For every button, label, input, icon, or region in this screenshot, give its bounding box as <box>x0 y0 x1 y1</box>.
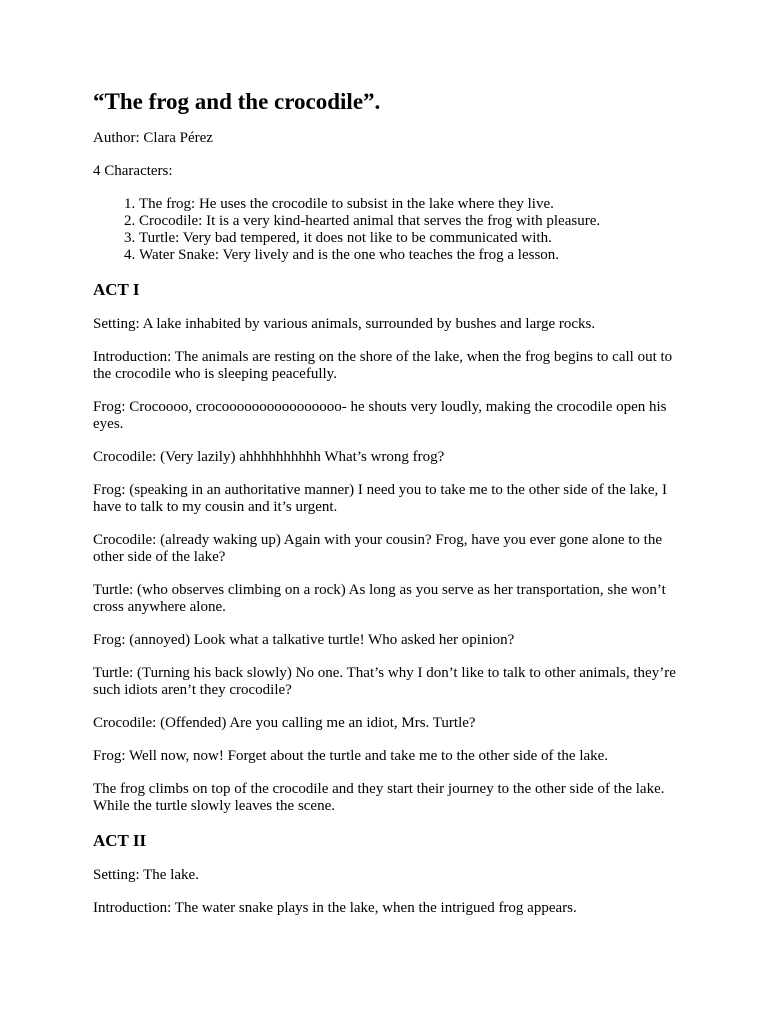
character-item: 2. Crocodile: It is a very kind-hearted animal that serves the frog with pleasure. <box>139 213 683 230</box>
document-title: “The frog and the crocodile”. <box>93 89 381 114</box>
characters-list <box>93 196 683 264</box>
script-paragraph: Frog: (speaking in an authoritative manner) I need you to take me to the other side of the lake, I have to talk to my cousin and it’s urgent. <box>93 482 667 515</box>
script-paragraph: Crocodile: (already waking up) Again with your cousin? Frog, have you ever gone alone to the other side of the lake? <box>93 532 663 565</box>
script-paragraph: The frog climbs on top of the crocodile and they start their journey to the other side of the lake. While the turtle slowly leaves the scene. <box>93 781 665 814</box>
script-paragraph: Introduction: The water snake plays in the lake, when the intrigued frog appears. <box>93 900 577 916</box>
character-item: 1. The frog: He uses the crocodile to subsist in the lake where they live. <box>139 196 683 213</box>
author-line: Author: Clara Pérez <box>93 130 213 146</box>
script-paragraph: Frog: Crocoooo, crocoooooooooooooooo- he shouts very loudly, making the crocodile open his eyes. <box>93 399 667 432</box>
character-item: 3. Turtle: Very bad tempered, it does not like to be communicated with. <box>139 230 683 247</box>
script-paragraph: Crocodile: (Very lazily) ahhhhhhhhhh What’s wrong frog? <box>93 449 445 465</box>
script-paragraph: Setting: A lake inhabited by various animals, surrounded by bushes and large rocks. <box>93 316 596 332</box>
script-paragraph: Turtle: (Turning his back slowly) No one. That’s why I don’t like to talk to other animals, they’re such idiots aren’t they crocodile? <box>93 665 676 698</box>
script-paragraph: Introduction: The animals are resting on the shore of the lake, when the frog begins to call out to the crocodile who is sleeping peacefully. <box>93 349 673 382</box>
characters-heading: 4 Characters: <box>93 163 173 179</box>
script-paragraph: Turtle: (who observes climbing on a rock) As long as you serve as her transportation, she won’t cross anywhere alone. <box>93 582 666 615</box>
act-heading: ACT II <box>93 831 147 850</box>
character-item: 4. Water Snake: Very lively and is the one who teaches the frog a lesson. <box>139 247 683 264</box>
document-page <box>93 88 683 933</box>
script-paragraph: Crocodile: (Offended) Are you calling me an idiot, Mrs. Turtle? <box>93 715 476 731</box>
script-paragraph: Frog: (annoyed) Look what a talkative turtle! Who asked her opinion? <box>93 632 515 648</box>
act-heading: ACT I <box>93 280 140 299</box>
script-paragraph: Frog: Well now, now! Forget about the turtle and take me to the other side of the lake. <box>93 748 609 764</box>
script-paragraph: Setting: The lake. <box>93 867 199 883</box>
